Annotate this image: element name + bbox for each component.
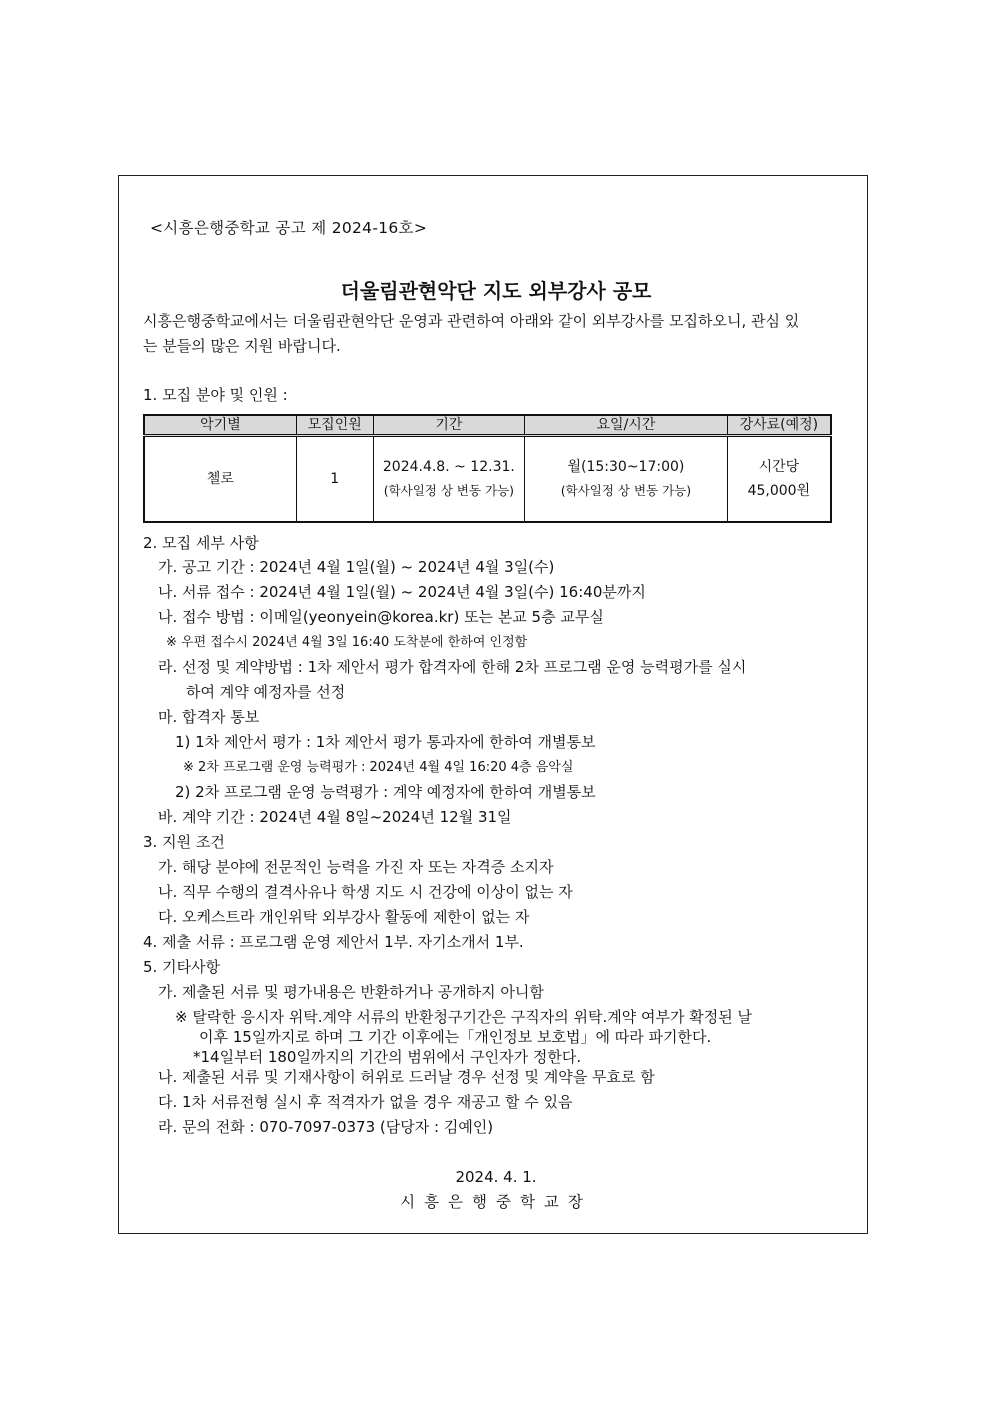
table-header-count: 모집인원 xyxy=(296,415,373,436)
signature: 시흥은행중학교장 xyxy=(400,1193,592,1211)
cell-fee-line-2: 45,000원 xyxy=(747,483,811,499)
section-4: 4. 제출 서류 : 프로그램 운영 제안서 1부. 자기소개서 1부. xyxy=(143,933,524,951)
section-2-d-line-1: 라. 선정 및 계약방법 : 1차 제안서 평가 합격자에 한해 2차 프로그램 운영 능력평가를 실시 xyxy=(158,658,747,676)
cell-fee-line-1: 시간당 xyxy=(758,459,800,475)
intro-line-2: 는 분들의 많은 지원 바랍니다. xyxy=(143,337,341,355)
section-5-d: 라. 문의 전화 : 070-7097-0373 (담당자 : 김예인) xyxy=(158,1118,494,1136)
cell-period-sub: (학사일정 상 변동 가능) xyxy=(383,483,515,498)
section-3-b: 나. 직무 수행의 결격사유나 학생 지도 시 건강에 이상이 없는 자 xyxy=(158,883,573,901)
section-2-d-line-2: 하여 계약 예정자를 선정 xyxy=(186,683,346,701)
cell-count: 1 xyxy=(296,436,373,523)
table-header-period: 기간 xyxy=(373,415,525,436)
cell-instrument: 첼로 xyxy=(144,436,296,523)
page-title: 더울림관현악단 지도 외부강사 공모 xyxy=(340,279,652,303)
section-5-a: 가. 제출된 서류 및 평가내용은 반환하거나 공개하지 아니함 xyxy=(158,983,544,1001)
table-header-time: 요일/시간 xyxy=(525,415,728,436)
table-header-fee: 강사료(예정) xyxy=(727,415,831,436)
table-header-row xyxy=(144,415,831,436)
section-3-a: 가. 해당 분야에 전문적인 능력을 가진 자 또는 자격증 소지자 xyxy=(158,858,554,876)
section-2-c: 나. 접수 방법 : 이메일(yeonyein@korea.kr) 또는 본교 5층 교무실 xyxy=(158,608,604,626)
intro-line-1: 시흥은행중학교에서는 더울림관현악단 운영과 관련하여 아래와 같이 외부강사를 모집하오니, 관심 있 xyxy=(143,312,800,330)
cell-time-main: 월(15:30~17:00) xyxy=(567,459,685,475)
table-row xyxy=(144,436,831,523)
section-2-b: 나. 서류 접수 : 2024년 4월 1일(월) ~ 2024년 4월 3일(수) 16:40분까지 xyxy=(158,583,646,601)
cell-fee xyxy=(727,436,831,523)
section-2-e-1-note: ※ 2차 프로그램 운영 능력평가 : 2024년 4월 4일 16:20 4층 음악실 xyxy=(183,760,574,775)
section-5-b: 나. 제출된 서류 및 기재사항이 허위로 드러날 경우 선정 및 계약을 무효로 함 xyxy=(158,1068,655,1086)
section-3-title: 3. 지원 조건 xyxy=(143,833,225,851)
section-2-a: 가. 공고 기간 : 2024년 4월 1일(월) ~ 2024년 4월 3일(수) xyxy=(158,558,555,576)
section-2-f: 바. 계약 기간 : 2024년 4월 8일~2024년 12월 31일 xyxy=(158,808,512,826)
section-2-e-2: 2) 2차 프로그램 운영 능력평가 : 계약 예정자에 한하여 개별통보 xyxy=(175,783,596,801)
section-5-title: 5. 기타사항 xyxy=(143,958,221,976)
recruit-table xyxy=(143,414,832,523)
notice-number: <시흥은행중학교 공고 제 2024-16호> xyxy=(150,219,428,237)
section-2-c-note: ※ 우편 접수시 2024년 4월 3일 16:40 도착분에 한하여 인정함 xyxy=(166,635,528,650)
section-3-c: 다. 오케스트라 개인위탁 외부강사 활동에 제한이 없는 자 xyxy=(158,908,530,926)
section-5-a-note-1: ※ 탈락한 응시자 위탁.계약 서류의 반환청구기간은 구직자의 위탁.계약 여부가 확정된 날 xyxy=(175,1008,752,1026)
cell-period xyxy=(373,436,525,523)
section-5-a-note-3: *14일부터 180일까지의 기간의 범위에서 구인자가 정한다. xyxy=(193,1048,582,1066)
table-header-instrument: 악기별 xyxy=(144,415,296,436)
section-5-a-note-2: 이후 15일까지로 하며 그 기간 이후에는「개인정보 보호법」에 따라 파기한다. xyxy=(199,1028,712,1046)
notice-date: 2024. 4. 1. xyxy=(455,1168,537,1186)
cell-period-main: 2024.4.8. ~ 12.31. xyxy=(382,459,515,475)
cell-time-sub: (학사일정 상 변동 가능) xyxy=(560,483,692,498)
section-1-title: 1. 모집 분야 및 인원 : xyxy=(143,386,288,404)
section-5-c: 다. 1차 서류전형 실시 후 적격자가 없을 경우 재공고 할 수 있음 xyxy=(158,1093,573,1111)
section-2-e: 마. 합격자 통보 xyxy=(158,708,260,726)
section-2-title: 2. 모집 세부 사항 xyxy=(143,534,259,552)
cell-time xyxy=(525,436,728,523)
section-2-e-1: 1) 1차 제안서 평가 : 1차 제안서 평가 통과자에 한하여 개별통보 xyxy=(175,733,596,751)
